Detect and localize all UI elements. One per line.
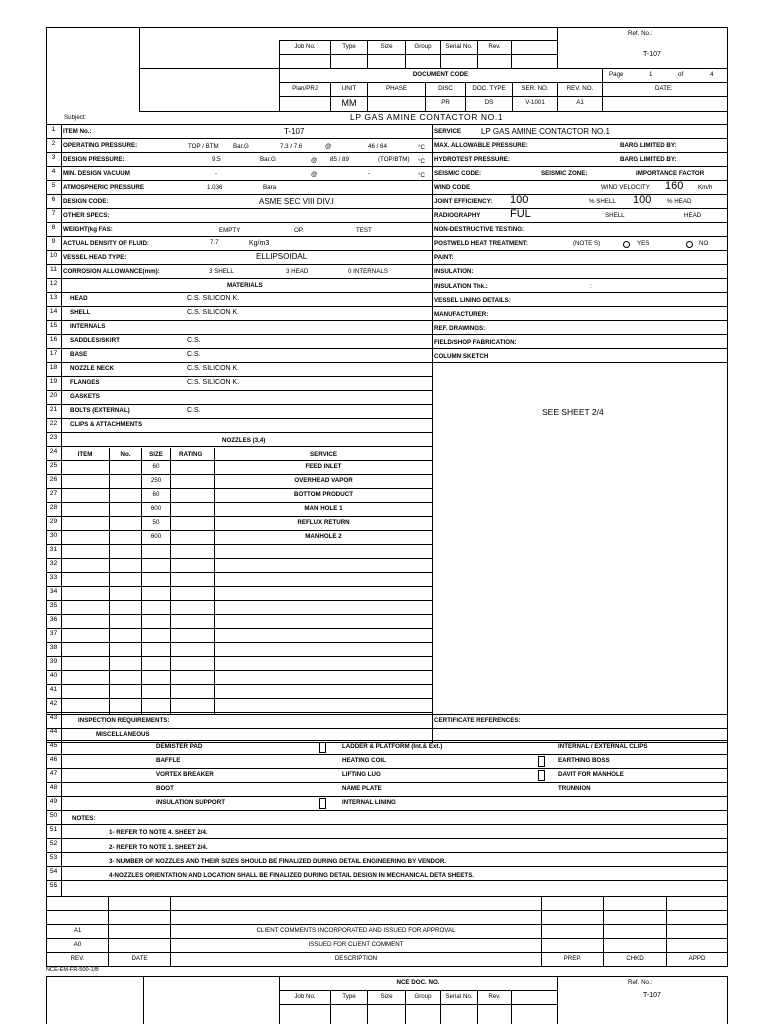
misc-checkbox[interactable] [538, 756, 545, 767]
vacuum-at: @ [311, 171, 318, 178]
row-number: 40 [49, 672, 58, 679]
weight-empty: EMPTY [219, 227, 241, 234]
vessel-lining-label: VESSEL LINING DETAILS: [434, 297, 511, 304]
design-pressure-unit: Bar.G [260, 156, 276, 163]
size-label: Size [380, 43, 393, 50]
misc-item: HEATING COIL [342, 757, 386, 764]
material-part: SADDLES/SKIRT [70, 337, 120, 344]
row-number: 30 [49, 532, 58, 539]
material-value: C.S. [187, 351, 201, 358]
material-part: FLANGES [70, 379, 100, 386]
revision-a1-desc: CLIENT COMMENTS INCORPORATED AND ISSUED FOR APPROVAL [256, 927, 456, 934]
misc-item: BOOT [156, 785, 174, 792]
design-temp-value: 85 / 89 [330, 156, 349, 163]
disc-value: PR [441, 99, 450, 106]
atm-label: ATMOSPHERIC PRESSURE [63, 184, 145, 191]
row-number: 32 [49, 560, 58, 567]
importance-factor-label: IMPORTANCE FACTOR [636, 170, 705, 177]
material-value: C.S. SILICON K. [187, 295, 240, 302]
rev-header: REV. [70, 955, 85, 962]
nozzle-rating-header: RATING [179, 451, 203, 458]
row-number: 28 [49, 504, 58, 511]
row-number: 44 [49, 728, 58, 735]
vacuum-unit: °C [418, 172, 425, 179]
material-part: NOZZLE NECK [70, 365, 114, 372]
head-type-label: VESSEL HEAD TYPE: [63, 254, 127, 261]
radiography-label: RADIOGRAPHY [434, 212, 481, 219]
doc-type-value: DS [484, 99, 494, 106]
density-value: 7.7 [210, 239, 219, 246]
footer-ref-value: T-107 [643, 992, 661, 999]
footer-job-no: Job No. [294, 993, 316, 1000]
max-allow-label: MAX. ALLOWABLE PRESSURE: [434, 142, 528, 149]
note-4: 4-NOZZLES ORIENTATION AND LOCATION SHALL BE FINALIZED DURING DETAIL DESIGN IN MECHANICAL DETA SHEETS. [109, 872, 475, 879]
misc-item: INTERNAL LINING [342, 799, 396, 806]
weight-label: WEIGHT(kg FAS: [63, 226, 113, 233]
row-number: 6 [51, 196, 56, 203]
pwht-label: POSTWELD HEAT TREATMENT: [434, 240, 528, 247]
radiography-value: FUL [510, 208, 531, 220]
unit-label: UNIT [341, 85, 357, 92]
type-label: Type [342, 43, 356, 50]
manufacturer-label: MANUFACTURER: [434, 311, 489, 318]
service-value: LP GAS AMINE CONTACTOR NO.1 [481, 127, 610, 136]
description-header: DESCRIPTION [334, 955, 378, 962]
insulation-label: INSULATION: [434, 268, 474, 275]
row-number: 5 [51, 182, 56, 189]
row-number: 49 [49, 798, 58, 805]
document-code-label: DOCUMENT CODE [412, 71, 469, 78]
misc-item: LADDER & PLATFORM (Int.& Ext.) [342, 743, 443, 750]
item-no-label: ITEM No.: [63, 128, 92, 135]
seismic-code-label: SEISMIC CODE: [434, 170, 482, 177]
misc-item: NAME PLATE [342, 785, 382, 792]
op-temp-at: @ [325, 143, 332, 150]
revision-a1-rev: A1 [73, 927, 82, 934]
plan-prj-label: Plan/PRJ [292, 85, 318, 92]
material-part: HEAD [70, 295, 88, 302]
design-temp-at: @ [311, 157, 318, 164]
rev-no-label: REV. NO. [566, 85, 594, 92]
footer-rev: Rev. [488, 993, 501, 1000]
wind-velocity-label: WIND VELOCITY [601, 184, 650, 191]
row-number: 54 [49, 868, 58, 875]
misc-item: DEMISTER PAD [156, 743, 203, 750]
material-part: BOLTS (EXTERNAL) [70, 407, 130, 414]
material-value: C.S. [187, 407, 201, 414]
material-value: C.S. [187, 337, 201, 344]
column-sketch-label: COLUMN SKETCH [434, 353, 489, 360]
row-number: 45 [49, 742, 58, 749]
serial-no-label: Serial No. [445, 43, 473, 50]
head-type-value: ELLIPSOIDAL [256, 252, 308, 261]
nozzle-size-header: SIZE [149, 451, 163, 458]
nozzle-service: REFLUX RETURN [297, 519, 350, 526]
row-number: 35 [49, 602, 58, 609]
nozzle-service: BOTTOM PRODUCT [293, 491, 353, 498]
row-number: 18 [49, 364, 58, 371]
ndt-label: NON-DESTRUCTIVE TESTING: [434, 226, 525, 233]
op-temp-value: 46 / 64 [368, 143, 387, 150]
max-allow-unit: BARG LIMITED BY: [620, 142, 677, 149]
row-number: 34 [49, 588, 58, 595]
disc-label: DISC [438, 85, 453, 92]
misc-item: BAFFLE [156, 757, 181, 764]
footer-ref-label: Ref. No.: [628, 979, 653, 986]
weight-op: OP. [294, 227, 304, 234]
ref-no-value: T-107 [643, 51, 661, 58]
appd-header: APPD [688, 955, 706, 962]
joint-head-value: 100 [633, 194, 652, 206]
design-pressure-label: DESIGN PRESSURE: [63, 156, 125, 163]
op-pressure-sub: TOP / BTM [188, 143, 219, 150]
nozzle-service: MAN HOLE 1 [304, 505, 343, 512]
misc-checkbox[interactable] [538, 770, 545, 781]
row-number: 36 [49, 616, 58, 623]
design-temp-unit: °C [418, 158, 425, 165]
row-number: 24 [49, 448, 58, 455]
vacuum-temp: - [368, 170, 371, 177]
notes-label: NOTES: [72, 815, 96, 822]
material-part: GASKETS [70, 393, 100, 400]
row-number: 31 [49, 546, 58, 553]
nozzle-service: OVERHEAD VAPOR [294, 477, 353, 484]
corrosion-shell: 3 SHELL [209, 268, 234, 275]
paint-label: PAINT: [434, 254, 454, 261]
nozzle-size: 250 [150, 477, 162, 484]
nozzle-size: 60 [152, 463, 160, 470]
vacuum-label: MIN. DESIGN VACUUM [63, 170, 130, 177]
row-number: 55 [49, 882, 58, 889]
misc-checkbox[interactable] [319, 798, 326, 809]
nce-doc-no-label: NCE DOC. NO. [396, 979, 440, 986]
misc-item: INTERNAL / EXTERNAL CLIPS [558, 743, 648, 750]
pwht-notes: (NOTE S) [573, 240, 601, 247]
rev-no-value: A1 [576, 99, 584, 106]
row-number: 22 [49, 420, 58, 427]
atm-unit: Bara [263, 184, 277, 191]
row-number: 1 [51, 126, 56, 133]
row-number: 16 [49, 336, 58, 343]
row-number: 43 [49, 714, 58, 721]
row-number: 23 [49, 434, 58, 441]
row-number: 42 [49, 700, 58, 707]
density-unit: Kg/m3 [249, 240, 270, 247]
op-pressure-value: 7.3 / 7.6 [280, 143, 303, 150]
materials-label: MATERIALS [227, 282, 263, 289]
row-number: 7 [51, 210, 56, 217]
nozzle-service-header: SERVICE [309, 451, 338, 458]
row-number: 29 [49, 518, 58, 525]
footer-size: Size [380, 993, 393, 1000]
row-number: 51 [49, 826, 58, 833]
nozzle-size: 50 [152, 519, 160, 526]
row-number: 48 [49, 784, 58, 791]
row-number: 33 [49, 574, 58, 581]
op-pressure-unit: Bar.G [233, 143, 249, 150]
misc-label: MISCELLANEOUS [96, 731, 150, 738]
date-label: DATE: [655, 85, 673, 92]
row-number: 15 [49, 322, 58, 329]
insulation-thk-label: INSULATION Thk.: [434, 283, 488, 290]
revision-a0-rev: A0 [73, 941, 82, 948]
subject-value: LP GAS AMINE CONTACTOR NO.1 [350, 112, 504, 122]
misc-item: LIFTING LUG [342, 771, 381, 778]
doc-type-label: DOC. TYPE [472, 85, 506, 92]
subject-label: Subject: [64, 114, 87, 121]
row-number: 21 [49, 406, 58, 413]
ser-no-value: V-1001 [525, 99, 545, 106]
misc-item: EARTHING BOSS [558, 757, 610, 764]
date-header: DATE [131, 955, 148, 962]
material-value: C.S. SILICON K. [187, 365, 240, 372]
row-number: 53 [49, 854, 58, 861]
phase-label: PHASE [386, 85, 407, 92]
ser-no-label: SER. NO. [521, 85, 549, 92]
prep-header: PREP. [563, 955, 582, 962]
row-number: 27 [49, 490, 58, 497]
corrosion-label: CORROSION ALLOWANCE(mm): [63, 268, 160, 275]
hydrotest-unit: BARG LIMITED BY: [620, 156, 677, 163]
unit-value: MM [341, 98, 357, 108]
item-no-value: T-107 [284, 127, 305, 136]
radiography-shell: SHELL [605, 212, 625, 219]
ref-drawings-label: REF. DRAWINGS: [434, 325, 486, 332]
atm-value: 1.036 [207, 184, 223, 191]
other-specs-label: OTHER SPECS: [63, 212, 110, 219]
op-pressure-label: OPERATING PRESSURE: [63, 142, 138, 149]
rev-label: Rev. [488, 43, 501, 50]
row-number: 9 [51, 238, 56, 245]
nozzles-label: NOZZLES (3,4) [222, 437, 266, 444]
row-number: 39 [49, 658, 58, 665]
design-code-label: DESIGN CODE: [63, 198, 109, 205]
row-number: 47 [49, 770, 58, 777]
service-label: SERVICE [434, 128, 462, 135]
row-number: 11 [49, 266, 58, 273]
row-number: 41 [49, 686, 58, 693]
row-number: 4 [51, 168, 56, 175]
row-number: 38 [49, 644, 58, 651]
row-number: 52 [49, 840, 58, 847]
page-of: of [678, 71, 684, 78]
row-number: 14 [49, 308, 58, 315]
design-code-value: ASME SEC VIII DIV.I [259, 197, 334, 206]
pwht-no-label: NO [699, 240, 709, 247]
misc-item: TRUNNION [558, 785, 591, 792]
seismic-zone-label: SEISMIC ZONE: [541, 170, 588, 177]
ref-no-label: Ref. No.: [628, 30, 653, 37]
row-number: 50 [49, 812, 58, 819]
row-number: 37 [49, 630, 58, 637]
radiography-head: HEAD [684, 212, 702, 219]
footer-type: Type [342, 993, 356, 1000]
certificate-label: CERTIFICATE REFERENCES: [434, 717, 521, 724]
wind-velocity-unit: Km/h [698, 184, 713, 191]
note-3: 3- NUMBER OF NOZZLES AND THEIR SIZES SHOULD BE FINALIZED DURING DETAIL ENGINEERING BY VENDOR. [109, 858, 447, 865]
row-number: 10 [49, 252, 58, 259]
wind-velocity-value: 160 [665, 180, 684, 192]
pwht-no-radio[interactable] [686, 241, 693, 248]
design-temp-note: (TOP/BTM) [378, 156, 410, 163]
corrosion-head: 3 HEAD [286, 268, 309, 275]
density-label: ACTUAL DENSITY OF FLUID: [63, 240, 150, 247]
row-number: 3 [51, 154, 56, 161]
material-part: BASE [70, 351, 88, 358]
pwht-yes-label: YES [637, 240, 650, 247]
material-value: C.S. SILICON K. [187, 309, 240, 316]
pwht-yes-radio[interactable] [623, 241, 630, 248]
footer-group: Group [414, 993, 432, 1000]
nozzle-size: 60 [152, 491, 160, 498]
note-1: 1- REFER TO NOTE 4. SHEET 2/4. [109, 829, 208, 836]
revision-a0-desc: ISSUED FOR CLIENT COMMENT [308, 941, 404, 948]
row-number: 12 [49, 280, 58, 287]
note-2: 2- REFER TO NOTE 1. SHEET 2/4. [109, 844, 208, 851]
joint-efficiency-label: JOINT EFFICIENCY: [434, 198, 493, 205]
row-number: 25 [49, 462, 58, 469]
row-number: 26 [49, 476, 58, 483]
inspection-label: INSPECTION REQUIREMENTS: [78, 717, 170, 724]
row-number: 46 [49, 756, 58, 763]
joint-shell-value: 100 [510, 194, 529, 206]
nozzle-service: FEED INLET [305, 463, 342, 470]
joint-head-label: % HEAD [667, 198, 692, 205]
nozzle-service: MANHOLE 2 [305, 533, 342, 540]
footer-serial-no: Serial No. [445, 993, 473, 1000]
chkd-header: CHKD [626, 955, 644, 962]
wind-code-label: WIND CODE [434, 184, 471, 191]
nozzle-size: 600 [150, 533, 162, 540]
corrosion-internals: 0 INTERNALS [348, 268, 388, 275]
row-number: 20 [49, 392, 58, 399]
nozzle-size: 600 [150, 505, 162, 512]
weight-test: TEST [356, 227, 372, 234]
material-part: CLIPS & ATTACHMENTS [70, 421, 143, 428]
vacuum-value: - [215, 170, 218, 177]
design-pressure-value: 9.5 [212, 156, 221, 163]
misc-checkbox[interactable] [319, 742, 326, 753]
material-part: INTERNALS [70, 323, 106, 330]
misc-item: DAVIT FOR MANHOLE [558, 771, 624, 778]
nozzle-item-header: ITEM [77, 451, 93, 458]
joint-shell-label: % SHELL [589, 198, 616, 205]
misc-item: INSULATION SUPPORT [156, 799, 225, 806]
row-number: 17 [49, 350, 58, 357]
fabrication-label: FIELD/SHOP FABRICATION: [434, 339, 517, 346]
row-number: 8 [51, 224, 56, 231]
material-part: SHELL [70, 309, 91, 316]
material-value: C.S. SILICON K. [187, 379, 240, 386]
group-label: Group [414, 43, 432, 50]
row-number: 2 [51, 140, 56, 147]
op-temp-unit: °C [418, 144, 425, 151]
nozzle-no-header: No. [120, 451, 131, 458]
job-no-label: Job No. [294, 43, 316, 50]
misc-item: VORTEX BREAKER [156, 771, 214, 778]
form-code: NCE-EM-FR-500-1/B [46, 967, 99, 973]
insulation-thk-colon: : [590, 283, 592, 290]
page-total: 4 [710, 71, 714, 78]
page-number: 1 [649, 71, 653, 78]
row-number: 19 [49, 378, 58, 385]
hydrotest-label: HYDROTEST PRESSURE: [434, 156, 510, 163]
page-label: Page [609, 71, 624, 78]
sketch-note: SEE SHEET 2/4 [542, 407, 604, 417]
row-number: 13 [49, 294, 58, 301]
